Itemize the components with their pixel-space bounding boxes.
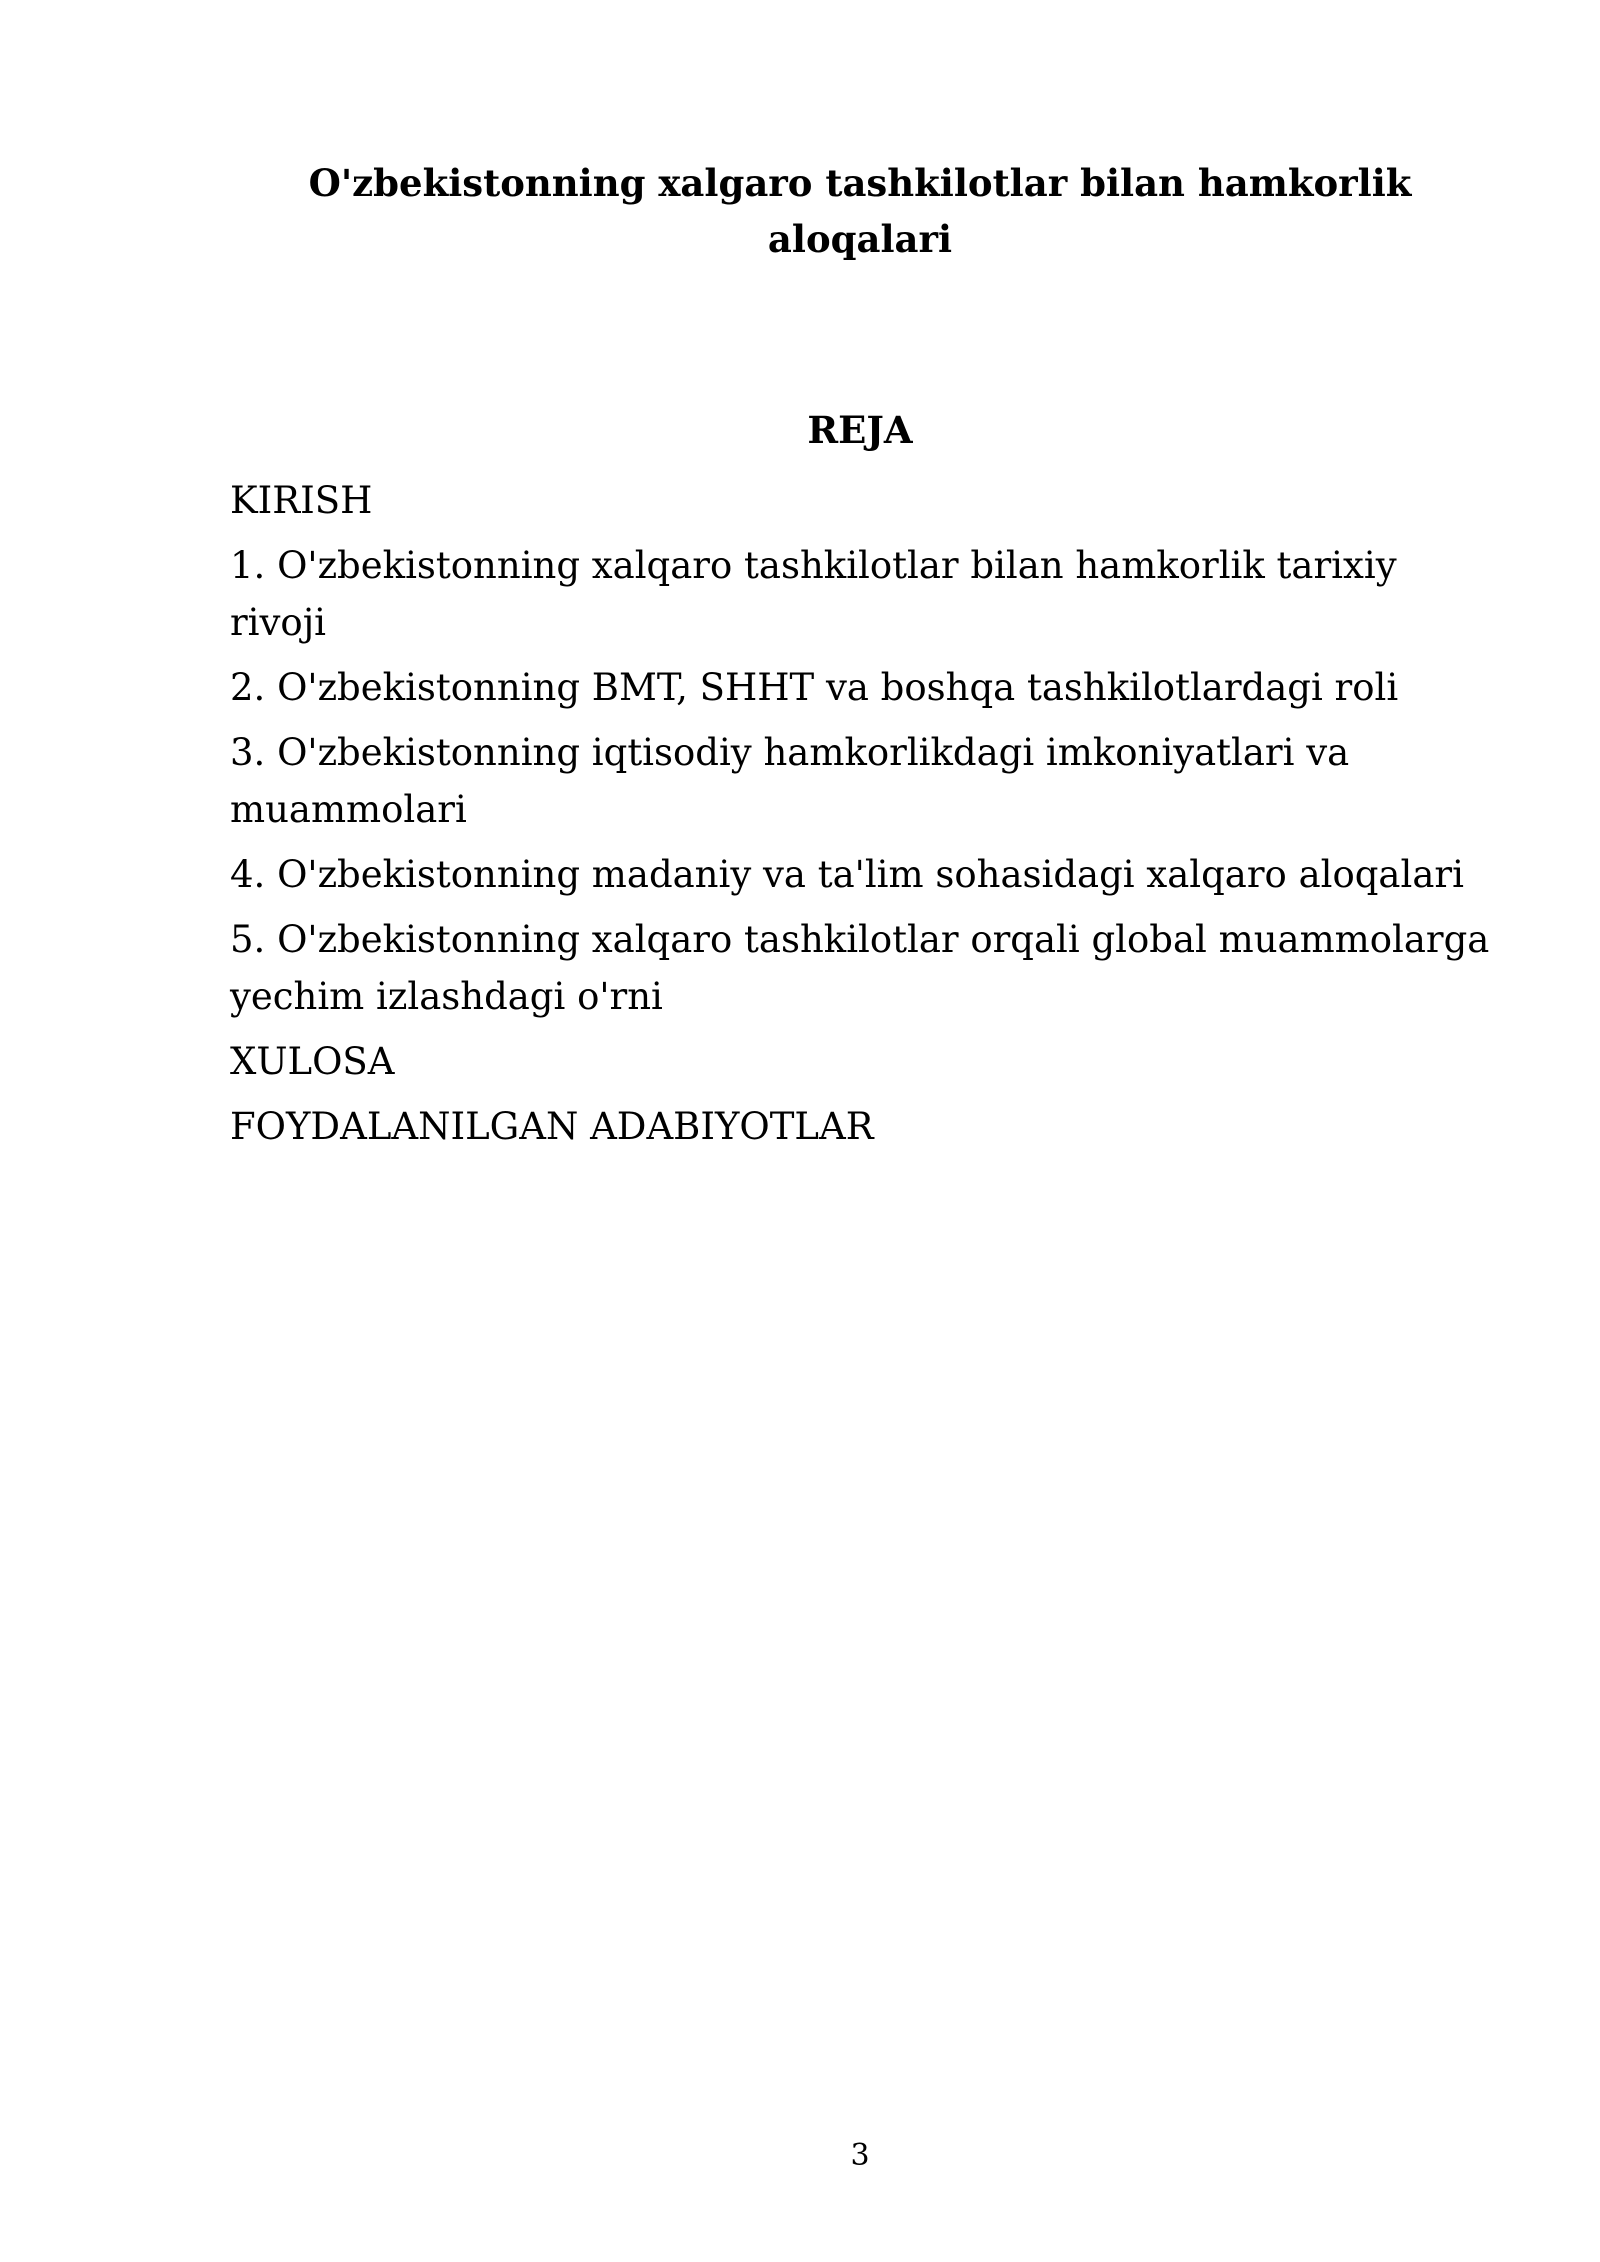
document-title: O'zbekistonning xalgaro tashkilotlar bilan hamkorlik aloqalari [308, 161, 1412, 261]
plan-heading: REJA [807, 408, 913, 452]
plan-item-5: 5. O'zbekistonning xalqaro tashkilotlar orqali global muammolarga yechim izlashdagi o'rni [230, 918, 1490, 1018]
plan-item-introduction: KIRISH [230, 479, 373, 522]
plan-item-2: 2. O'zbekistonning BMT, SHHT va boshqa tashkilotlardagi roli [230, 666, 1399, 709]
plan-list [230, 472, 1500, 1163]
plan-item-3: 3. O'zbekistonning iqtisodiy hamkorlikdagi imkoniyatlari va muammolari [230, 731, 1350, 831]
plan-item-conclusion: XULOSA [230, 1040, 395, 1083]
plan-item-1: 1. O'zbekistonning xalqaro tashkilotlar bilan hamkorlik tarixiy rivoji [230, 544, 1397, 644]
page-number: 3 [850, 2138, 870, 2173]
plan-item-4: 4. O'zbekistonning madaniy va ta'lim sohasidagi xalqaro aloqalari [230, 853, 1464, 896]
plan-item-references: FOYDALANILGAN ADABIYOTLAR [230, 1105, 874, 1148]
